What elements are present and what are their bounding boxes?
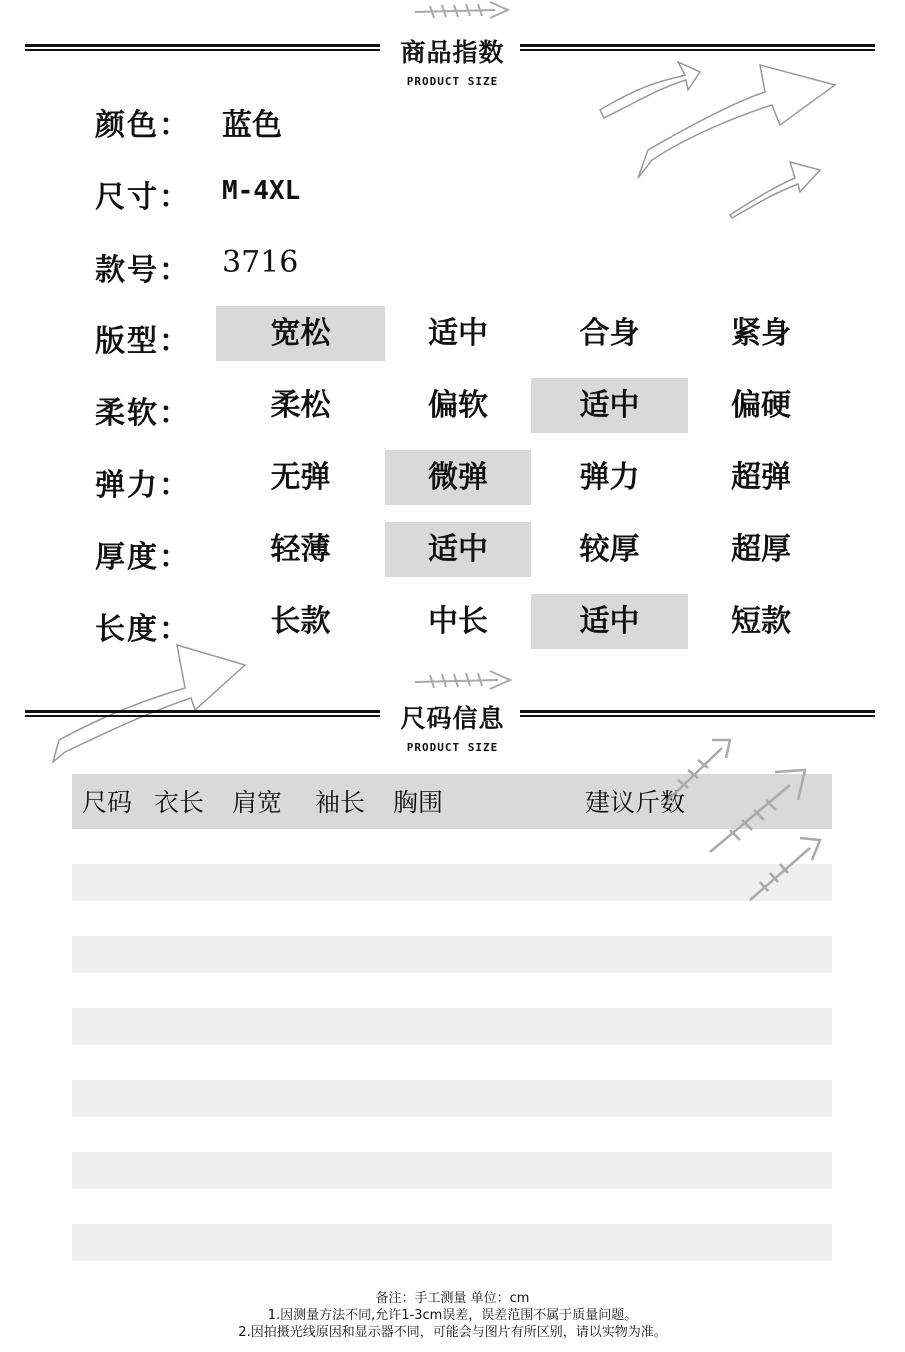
rating-label: 柔软： (95, 396, 191, 431)
note-color-disclaimer: 2.因拍摄光线原因和显示器不同，可能会与图片有所区别，请以实物为准。 (238, 1325, 667, 1340)
rating-option: 弹力 (579, 460, 640, 495)
attribute-value: 蓝色 (222, 108, 282, 143)
size-section-title: 尺码信息 (400, 704, 505, 733)
column-header-chest: 胸围 (393, 788, 444, 817)
rating-option: 合身 (579, 316, 640, 351)
decorative-fishbones-right (660, 730, 840, 910)
rating-option: 适中 (428, 316, 488, 351)
table-row (72, 1080, 832, 1117)
table-row (72, 1224, 832, 1261)
column-header-sleeve: 袖长 (315, 788, 366, 817)
attribute-label: 颜色： (95, 108, 191, 143)
rating-option: 超厚 (731, 532, 791, 567)
rating-option-selected: 适中 (385, 522, 531, 577)
rating-option: 短款 (731, 604, 791, 639)
rating-option: 紧身 (731, 316, 791, 351)
rating-option-selected: 微弹 (385, 450, 531, 505)
rating-option: 中长 (428, 604, 488, 639)
rating-option-selected: 适中 (531, 378, 688, 433)
rating-option-selected: 适中 (531, 594, 688, 649)
column-header-weight: 建议斤数 (585, 788, 686, 817)
rating-option: 长款 (270, 604, 331, 639)
rating-label: 弹力： (95, 468, 191, 503)
rating-option: 较厚 (579, 532, 640, 567)
rating-label: 长度： (95, 612, 191, 647)
column-header-shoulder: 肩宽 (232, 788, 283, 817)
rating-option: 超弹 (731, 460, 791, 495)
index-section-title: 商品指数 (400, 38, 505, 67)
rating-option: 偏软 (428, 388, 488, 423)
attribute-label: 尺寸： (95, 180, 191, 215)
rating-option: 无弹 (270, 460, 331, 495)
rating-option: 轻薄 (270, 532, 331, 567)
rating-option: 偏硬 (731, 388, 791, 423)
index-section-header (0, 33, 905, 103)
decorative-fishbone-mid (410, 668, 520, 694)
column-header-size: 尺码 (82, 788, 133, 817)
index-section-subtitle: PRODUCT SIZE (406, 75, 499, 88)
table-row (72, 936, 832, 973)
rating-label: 厚度： (95, 540, 191, 575)
attribute-value: 3716 (222, 245, 299, 280)
attribute-value: M-4XL (222, 176, 301, 206)
rating-label: 版型： (95, 324, 191, 359)
rating-option: 柔松 (270, 388, 331, 423)
table-row (72, 1152, 832, 1189)
column-header-length: 衣长 (154, 788, 205, 817)
decorative-fishbone-top (410, 0, 520, 24)
note-units: 备注：手工测量 单位：cm (375, 1291, 530, 1306)
attribute-label: 款号： (95, 253, 191, 288)
rating-option-selected: 宽松 (216, 306, 385, 361)
note-measurement: 1.因测量方法不同,允许1-3cm误差，误差范围不属于质量问题。 (267, 1308, 638, 1323)
table-row (72, 1008, 832, 1045)
size-section-subtitle: PRODUCT SIZE (406, 741, 499, 754)
